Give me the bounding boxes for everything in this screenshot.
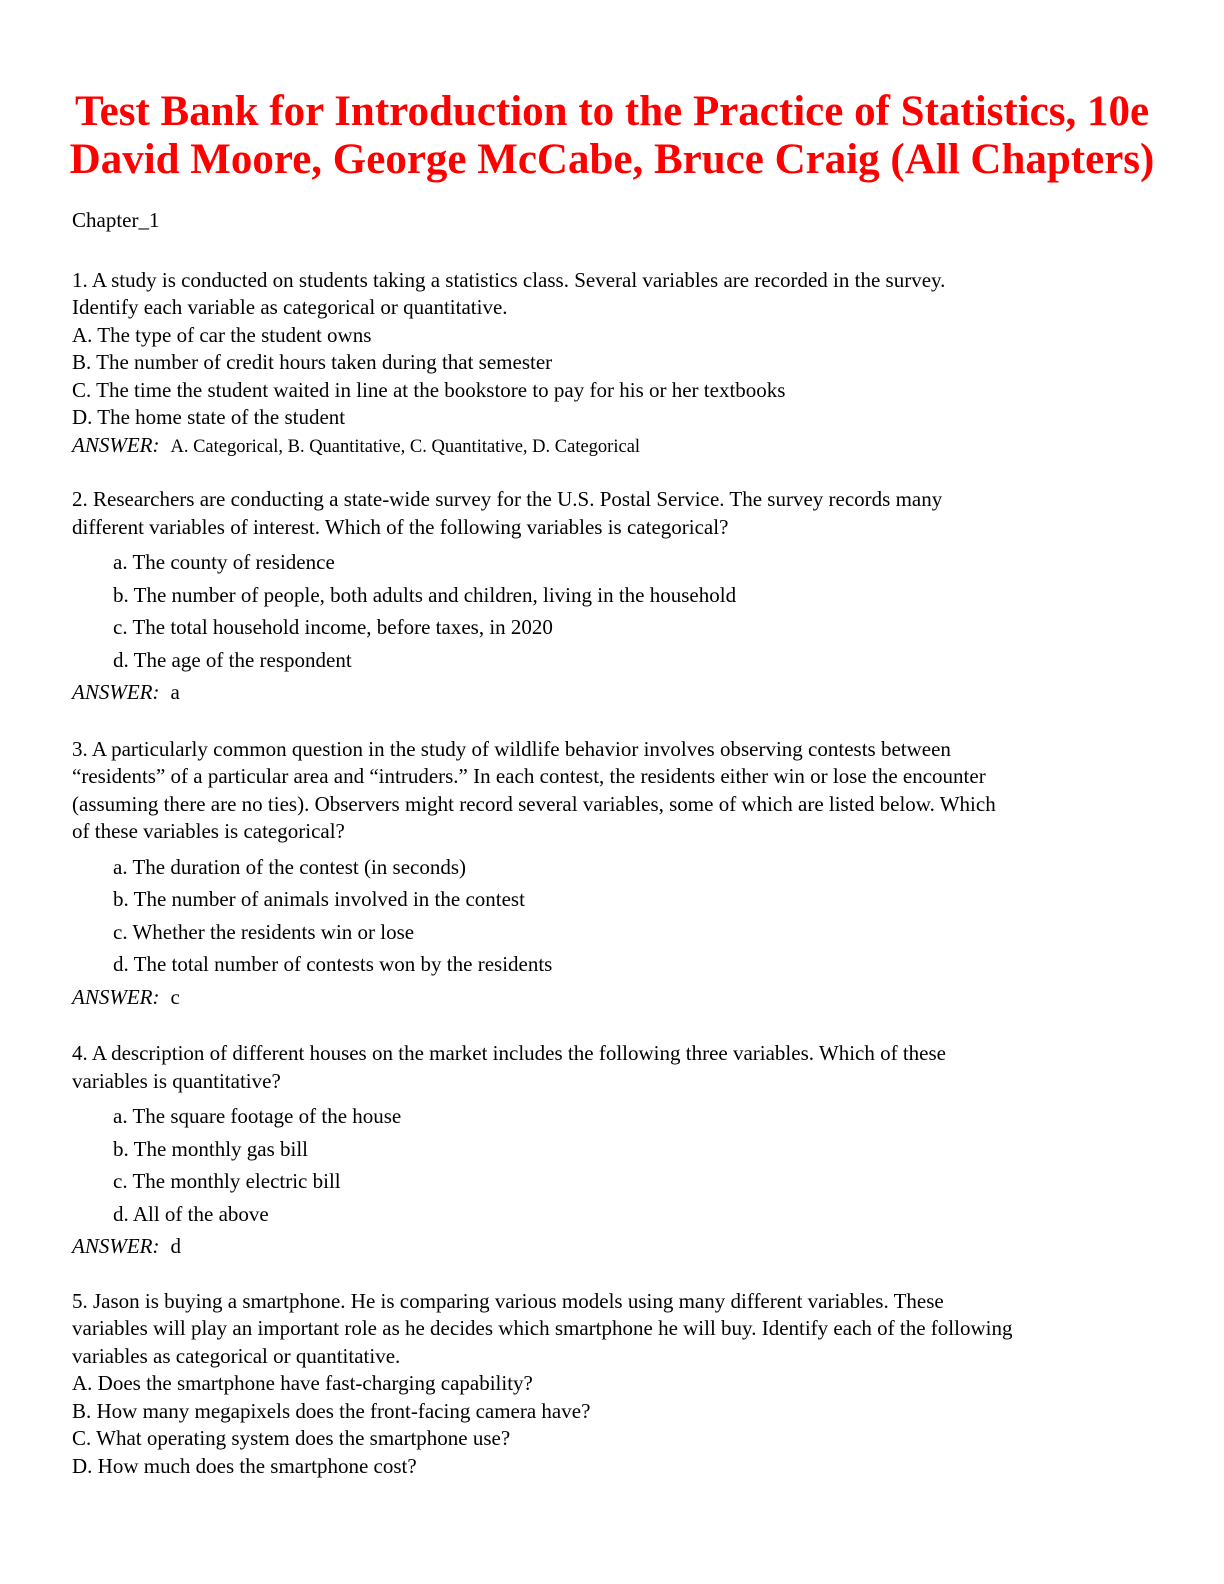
- question-stem-line: 2. Researchers are conducting a state-wide survey for the U.S. Postal Service. The survey records many: [72, 487, 943, 511]
- document-body: [0, 207, 1224, 1480]
- choice-item: b. The number of people, both adults and children, living in the household: [113, 582, 737, 607]
- answer-label: ANSWER:: [72, 984, 160, 1009]
- question-part: B. The number of credit hours taken during that semester: [72, 350, 553, 374]
- doc-title-line-2: David Moore, George McCabe, Bruce Craig (All Chapters): [69, 136, 1155, 183]
- question-stem-line: 5. Jason is buying a smartphone. He is comparing various models using many different variables. These: [72, 1288, 944, 1313]
- question-stem-line: variables is quantitative?: [72, 1068, 281, 1093]
- answer-text: A. Categorical, B. Quantitative, C. Quantitative, D. Categorical: [170, 436, 641, 457]
- chapter-heading: Chapter_1: [72, 208, 160, 232]
- question-stem-line: variables will play an important role as he decides which smartphone he will buy. Identify each of the following: [72, 1316, 1013, 1340]
- question-part: A. The type of car the student owns: [72, 322, 372, 347]
- question-stem-line: Identify each variable as categorical or quantitative.: [72, 295, 508, 319]
- answer-label: ANSWER:: [72, 432, 160, 457]
- choice-item: a. The duration of the contest (in seconds): [113, 854, 467, 879]
- answer-text: d: [170, 1234, 181, 1258]
- answer-line: [72, 679, 1152, 707]
- answer-line: [72, 984, 1152, 1012]
- question-stem-line: (assuming there are no ties). Observers might record several variables, some of which are listed below. Which: [72, 791, 996, 816]
- choice-item: c. The monthly electric bill: [113, 1169, 341, 1193]
- question-stem-line: different variables of interest. Which of the following variables is categorical?: [72, 514, 729, 539]
- choice-item: b. The number of animals involved in the contest: [113, 887, 525, 911]
- question-part: B. How many megapixels does the front-facing camera have?: [72, 1398, 591, 1423]
- choice-item: c. Whether the residents win or lose: [113, 919, 415, 944]
- question-part: C. What operating system does the smartphone use?: [72, 1426, 511, 1450]
- doc-title: [0, 88, 1224, 184]
- answer-text: c: [170, 984, 180, 1009]
- answer-line: [72, 432, 1152, 462]
- question-part: A. Does the smartphone have fast-charging capability?: [72, 1371, 533, 1395]
- choice-item: d. The age of the respondent: [113, 647, 352, 672]
- question-2: [72, 486, 1152, 707]
- choice-item: a. The square footage of the house: [113, 1104, 402, 1128]
- doc-title-line-1: Test Bank for Introduction to the Practice of Statistics, 10e: [74, 88, 1150, 135]
- question-3: [72, 736, 1152, 1012]
- question-stem-line: 3. A particularly common question in the study of wildlife behavior involves observing contests between: [72, 736, 951, 761]
- choice-item: b. The monthly gas bill: [113, 1136, 309, 1161]
- question-stem-line: 1. A study is conducted on students taking a statistics class. Several variables are recorded in the survey.: [72, 267, 946, 292]
- question-stem-line: variables as categorical or quantitative.: [72, 1343, 401, 1368]
- question-1: [72, 267, 1152, 462]
- choice-item: d. The total number of contests won by the residents: [113, 952, 553, 976]
- answer-text: a: [170, 680, 180, 704]
- answer-label: ANSWER:: [72, 1234, 160, 1258]
- question-4: [72, 1040, 1152, 1261]
- question-stem-line: “residents” of a particular area and “intruders.” In each contest, the residents either win or lose the encounter: [72, 764, 986, 788]
- question-part: C. The time the student waited in line at the bookstore to pay for his or her textbooks: [72, 377, 786, 402]
- question-part: D. How much does the smartphone cost?: [72, 1453, 417, 1478]
- answer-line: [72, 1233, 1152, 1261]
- question-5: [72, 1288, 1152, 1481]
- question-part: D. The home state of the student: [72, 405, 346, 429]
- question-stem-line: 4. A description of different houses on the market includes the following three variables. Which of these: [72, 1041, 946, 1065]
- choice-item: a. The county of residence: [113, 550, 335, 574]
- answer-label: ANSWER:: [72, 680, 160, 704]
- question-stem-line: of these variables is categorical?: [72, 819, 345, 843]
- choice-item: d. All of the above: [113, 1201, 269, 1226]
- choice-item: c. The total household income, before taxes, in 2020: [113, 615, 553, 639]
